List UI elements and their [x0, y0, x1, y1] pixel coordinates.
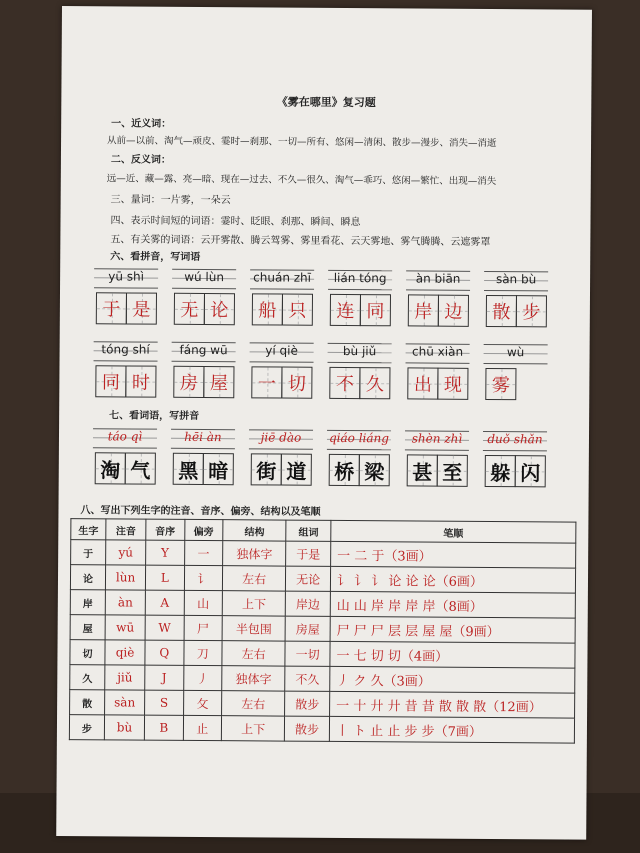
section-5: 五、有关雾的词语：云开雾散、腾云驾雾、雾里看花、云天雾地、雾气腾腾、云遮雾罩 [110, 234, 491, 248]
answer-cell: 讠 讠 讠 论 论 论（6画） [330, 566, 575, 593]
character-box [95, 452, 126, 484]
pinyin-text: táo qì [107, 429, 143, 444]
character-box [360, 294, 391, 326]
character-cell: 久 [70, 665, 105, 690]
pinyin-text: wú lùn [184, 269, 225, 285]
character-boxes [173, 366, 233, 398]
section-2-heading: 二、反义词： [110, 154, 171, 166]
character-box [252, 293, 283, 325]
character-box [125, 452, 156, 484]
pinyin-text: duǒ shǎn [487, 431, 543, 447]
answer-cell: 左右 [222, 691, 285, 716]
answer-cell: 刀 [184, 640, 223, 665]
answer-cell: 左右 [222, 641, 285, 666]
character-box [203, 453, 234, 485]
pinyin-row-2 [93, 339, 573, 412]
character-box [407, 454, 438, 486]
character-text: 散 [492, 302, 511, 324]
section-1-body: 从前—以前、淘气—顽皮、霎时—刹那、一切—所有、悠闲—清闲、散步—漫步、消失—消逝 [107, 135, 497, 150]
pinyin-text: yí qiè [265, 343, 298, 358]
answer-cell: 山 山 岸 岸 岸 岸（8画） [330, 591, 575, 618]
character-box [437, 368, 468, 400]
character-box [516, 295, 547, 327]
character-boxes [252, 293, 312, 325]
character-box [281, 367, 312, 399]
answer-cell: 止 [183, 715, 222, 740]
character-boxes [485, 368, 515, 400]
answer-cell: 无论 [286, 566, 331, 591]
answer-cell: àn [105, 590, 145, 615]
answer-cell: 左右 [223, 566, 286, 591]
answer-cell: 不久 [285, 666, 330, 691]
character-box [282, 294, 313, 326]
character-text: 连 [336, 300, 355, 323]
answer-cell: 独体字 [222, 666, 285, 691]
character-boxes [330, 294, 390, 326]
character-cell: 散 [70, 690, 105, 715]
pinyin-text: chuán zhī [253, 270, 312, 285]
character-text: 一 [257, 373, 276, 395]
answer-cell: lùn [105, 565, 145, 590]
character-boxes [96, 292, 156, 324]
character-boxes [95, 365, 155, 397]
pinyin-text: shèn zhì [411, 431, 463, 446]
character-text: 现 [443, 374, 462, 396]
character-box [485, 455, 516, 487]
answer-cell: 一 七 切 切（4画） [330, 641, 575, 668]
character-cell: 屋 [70, 615, 105, 640]
table-row [70, 665, 575, 694]
pinyin-text: hēi àn [184, 429, 222, 445]
answer-cell: B [144, 715, 183, 740]
section-6-heading: 六、看拼音，写词语 [110, 251, 201, 263]
character-boxes [251, 453, 311, 485]
character-text: 船 [258, 300, 277, 322]
character-text: 久 [365, 374, 384, 396]
character-text: 至 [442, 460, 463, 485]
section-7-heading: 七、看词语，写拼音 [109, 410, 200, 422]
character-box [204, 293, 235, 325]
pinyin-text: fáng wū [179, 342, 228, 358]
answer-cell: W [145, 615, 184, 640]
section-3: 三、量词：一片雾，一朵云 [110, 194, 231, 207]
character-box [330, 294, 361, 326]
table-body [69, 540, 575, 744]
character-boxes [329, 367, 389, 399]
answer-cell: 上下 [222, 591, 285, 616]
character-cell: 于 [71, 540, 106, 565]
section-2-body: 远—近、藏—露、亮—暗、现在—过去、不久—很久、淘气—乖巧、悠闲—繁忙、出现—消失 [106, 173, 497, 188]
character-box [408, 294, 439, 326]
character-text: 出 [413, 374, 432, 396]
pinyin-text: tóng shí [101, 342, 150, 357]
character-box [485, 368, 516, 400]
pinyin-text: wù [506, 345, 525, 360]
character-text: 论 [210, 300, 229, 322]
answer-cell: 半包围 [222, 616, 285, 641]
character-boxes [407, 367, 467, 399]
character-boxes [251, 366, 311, 398]
answer-cell: 一切 [285, 641, 330, 666]
worksheet-paper [56, 6, 592, 840]
answer-cell: sàn [105, 690, 145, 715]
answer-cell: 尸 尸 尸 层 层 屋 屋（9画） [330, 616, 575, 643]
answer-cell: 讠 [184, 565, 223, 590]
answer-cell: 一 二 于（3画） [331, 541, 576, 568]
pinyin-text: lián tóng [333, 270, 387, 286]
character-text: 同 [101, 372, 120, 394]
answer-cell: 丨 ト 止 止 步 步（7画） [329, 716, 574, 743]
pinyin-text: bù jiǔ [342, 343, 377, 359]
answer-cell: Y [146, 540, 185, 565]
answer-cell: 山 [184, 590, 223, 615]
table-header-cell: 生字 [71, 519, 106, 540]
character-text: 岸 [414, 301, 433, 323]
answer-cell: 独体字 [223, 541, 286, 566]
answer-cell: yú [106, 540, 146, 565]
character-box [125, 365, 156, 397]
character-text: 闪 [520, 460, 541, 485]
answer-cell: jiǔ [105, 665, 145, 690]
character-text: 街 [256, 458, 277, 484]
character-text: 无 [180, 299, 199, 321]
character-box [329, 454, 360, 486]
answer-cell: 丿 ク 久（3画） [330, 666, 575, 693]
table-row [70, 640, 575, 669]
character-text: 气 [130, 457, 151, 483]
character-text: 不 [335, 373, 354, 396]
character-box [174, 293, 205, 325]
character-text: 黑 [178, 458, 199, 483]
pinyin-row-1 [94, 266, 574, 339]
answer-cell: 尸 [184, 615, 223, 640]
answer-cell: qiè [105, 640, 145, 665]
stroke-order-table [69, 518, 577, 744]
table-header-cell: 笔顺 [331, 520, 576, 543]
character-text: 甚 [412, 459, 433, 485]
character-box [251, 366, 282, 398]
character-text: 是 [132, 299, 151, 321]
table-header-cell: 结构 [223, 520, 286, 541]
character-box [96, 292, 127, 324]
table-row [70, 615, 575, 644]
character-text: 同 [366, 301, 385, 323]
character-text: 躲 [490, 460, 511, 485]
character-boxes [174, 293, 234, 325]
pinyin-text: yū shì [108, 269, 145, 284]
character-text: 雾 [491, 375, 510, 397]
table-header-cell: 偏旁 [184, 519, 223, 540]
table-header-cell: 音序 [146, 519, 185, 540]
character-cell: 步 [69, 715, 104, 740]
character-box [251, 453, 282, 485]
character-box [515, 455, 546, 487]
section-1-heading: 一、近义词： [111, 118, 172, 130]
character-box [329, 367, 360, 399]
answer-cell: 攵 [183, 690, 222, 715]
character-boxes [408, 294, 468, 326]
table-row [70, 590, 575, 619]
character-box [486, 295, 517, 327]
character-box [203, 366, 234, 398]
table-row [70, 690, 575, 719]
character-box [126, 292, 157, 324]
character-box [281, 454, 312, 486]
answer-cell: 上下 [221, 716, 284, 741]
character-box [407, 367, 438, 399]
answer-cell: 于是 [286, 541, 331, 566]
section-4: 四、表示时间短的词语：霎时、眨眼、刹那、瞬间、瞬息 [110, 215, 361, 229]
character-text: 道 [286, 459, 307, 484]
character-text: 只 [288, 300, 307, 322]
table-row [71, 540, 576, 569]
character-boxes [173, 453, 233, 485]
character-text: 切 [287, 373, 306, 395]
character-text: 于 [102, 299, 121, 321]
character-box [359, 367, 390, 399]
answer-cell: J [145, 665, 184, 690]
character-text: 边 [444, 301, 463, 323]
words-row [93, 426, 573, 499]
character-text: 淘 [100, 457, 121, 482]
character-cell: 切 [70, 640, 105, 665]
character-cell: 岸 [70, 590, 105, 615]
answer-cell: 散步 [285, 691, 330, 716]
character-text: 梁 [364, 459, 385, 484]
answer-cell: 丿 [183, 665, 222, 690]
answer-cell: 房屋 [285, 616, 330, 641]
character-box [173, 366, 204, 398]
answer-cell: Q [145, 640, 184, 665]
character-boxes [95, 452, 155, 484]
character-box [173, 453, 204, 485]
pinyin-text: jiē dào [260, 430, 302, 445]
answer-cell: 散步 [285, 716, 330, 741]
character-text: 房 [179, 372, 198, 394]
character-box [437, 455, 468, 487]
character-boxes [486, 295, 546, 327]
worksheet-title: 《雾在哪里》复习题 [276, 95, 376, 110]
answer-cell: bù [104, 715, 144, 740]
pinyin-text: sàn bù [495, 272, 537, 287]
table-row [69, 715, 574, 744]
answer-cell: 一 十 廾 廾 昔 昔 散 散 散（12画） [330, 691, 575, 718]
section-8-heading: 八、写出下列生字的注音、音序、偏旁、结构以及笔顺 [80, 505, 321, 518]
answer-cell: A [145, 590, 184, 615]
character-text: 桥 [334, 459, 355, 484]
answer-cell: 一 [184, 540, 223, 565]
pinyin-text: chū xiàn [412, 344, 464, 359]
pinyin-text: àn biān [415, 271, 461, 286]
character-boxes [485, 455, 545, 487]
character-text: 步 [522, 302, 541, 324]
table-header-cell: 组词 [286, 520, 331, 541]
answer-cell: L [146, 565, 185, 590]
character-box [438, 295, 469, 327]
answer-cell: 岸边 [286, 591, 331, 616]
table-header-cell: 注音 [106, 519, 146, 540]
character-text: 时 [131, 372, 150, 394]
character-cell: 论 [70, 565, 105, 590]
character-box [359, 454, 390, 486]
table-row [70, 565, 575, 594]
character-boxes [407, 454, 467, 486]
pinyin-text: qiáo liáng [328, 430, 390, 446]
character-text: 暗 [208, 458, 229, 483]
character-text: 屋 [209, 373, 228, 395]
character-boxes [329, 454, 389, 486]
answer-cell: S [145, 690, 184, 715]
answer-cell: wū [105, 615, 145, 640]
character-box [95, 365, 126, 397]
